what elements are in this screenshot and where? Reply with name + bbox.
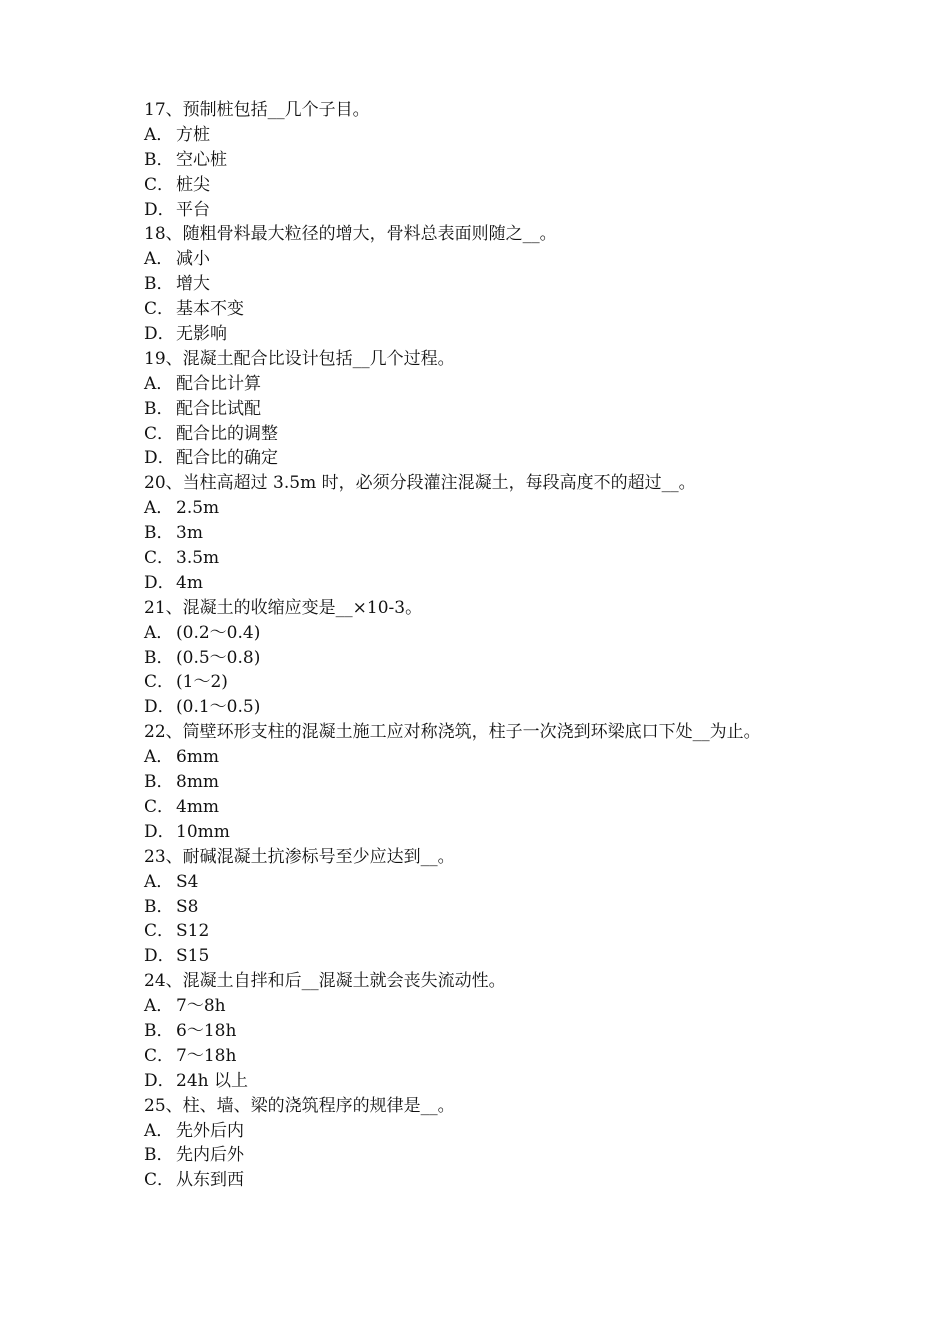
option-text: 4m: [176, 572, 203, 593]
option-letter: C．: [144, 423, 175, 444]
answer-option: [144, 397, 824, 422]
answer-option: [144, 944, 824, 969]
option-text: 24h 以上: [176, 1070, 248, 1091]
answer-option: [144, 521, 824, 546]
option-text: 6mm: [176, 747, 220, 768]
answer-option: [144, 895, 824, 920]
option-letter: A．: [144, 747, 174, 768]
answer-option: [144, 272, 824, 297]
question-stem: 20、当柱高超过 3.5m 时，必须分段灌注混凝土，每段高度不的超过__。: [144, 473, 696, 494]
option-text: S15: [176, 946, 210, 967]
option-text: (0.2～0.4): [176, 622, 261, 643]
question-block: [144, 969, 824, 1093]
answer-option: [144, 919, 824, 944]
option-letter: B．: [144, 1145, 174, 1166]
answer-option: [144, 123, 824, 148]
option-letter: C．: [144, 299, 175, 320]
option-text: 从东到西: [176, 1170, 244, 1191]
option-text: 配合比计算: [176, 373, 261, 394]
option-letter: C．: [144, 921, 175, 942]
option-text: 配合比试配: [176, 398, 261, 419]
option-letter: D．: [144, 448, 175, 469]
option-text: 3m: [176, 523, 203, 544]
option-text: 4mm: [176, 796, 220, 817]
question-stem: 18、随粗骨料最大粒径的增大，骨料总表面则随之__。: [144, 224, 557, 245]
option-letter: A．: [144, 373, 174, 394]
answer-option: [144, 1143, 824, 1168]
option-letter: D．: [144, 324, 175, 345]
option-text: 3.5m: [176, 548, 220, 569]
option-text: S12: [176, 921, 210, 942]
answer-option: [144, 247, 824, 272]
answer-option: [144, 870, 824, 895]
answer-option: [144, 496, 824, 521]
answer-option: [144, 546, 824, 571]
answer-option: [144, 1044, 824, 1069]
option-text: 7～18h: [176, 1045, 237, 1066]
question-stem: 17、预制桩包括__几个子目。: [144, 100, 370, 120]
option-text: 空心桩: [176, 149, 227, 170]
question-stem: 25、柱、墙、梁的浇筑程序的规律是__。: [144, 1095, 455, 1116]
question-stem: 23、耐碱混凝土抗渗标号至少应达到__。: [144, 846, 455, 867]
option-text: (0.1～0.5): [176, 697, 261, 718]
option-letter: B．: [144, 1020, 174, 1041]
option-letter: B．: [144, 523, 174, 544]
answer-option: [144, 173, 824, 198]
option-letter: B．: [144, 149, 174, 170]
option-letter: D．: [144, 946, 175, 967]
option-letter: B．: [144, 647, 174, 668]
answer-option: [144, 621, 824, 646]
answer-option: [144, 1119, 824, 1144]
option-letter: A．: [144, 622, 174, 643]
option-letter: A．: [144, 871, 174, 892]
answer-option: [144, 795, 824, 820]
question-block: [144, 845, 824, 969]
option-letter: B．: [144, 274, 174, 295]
answer-option: [144, 198, 824, 223]
option-letter: D．: [144, 199, 175, 220]
option-text: 7～8h: [176, 996, 226, 1017]
option-letter: D．: [144, 821, 175, 842]
answer-option: [144, 670, 824, 695]
option-letter: B．: [144, 398, 174, 419]
option-text: S4: [176, 871, 199, 892]
option-text: 配合比的确定: [176, 448, 278, 469]
option-text: 方桩: [176, 124, 210, 145]
answer-option: [144, 297, 824, 322]
answer-option: [144, 322, 824, 347]
option-letter: C．: [144, 672, 175, 693]
option-letter: A．: [144, 1120, 174, 1141]
question-block: [144, 98, 824, 222]
question-block: [144, 471, 824, 595]
question-block: [144, 596, 824, 720]
option-letter: D．: [144, 697, 175, 718]
answer-option: [144, 1019, 824, 1044]
option-text: 增大: [176, 274, 210, 295]
option-text: 2.5m: [176, 498, 220, 519]
option-letter: B．: [144, 772, 174, 793]
option-letter: A．: [144, 124, 174, 145]
answer-option: [144, 745, 824, 770]
option-letter: D．: [144, 572, 175, 593]
option-letter: C．: [144, 548, 175, 569]
answer-option: [144, 148, 824, 173]
answer-option: [144, 770, 824, 795]
option-text: 基本不变: [176, 299, 244, 320]
option-letter: C．: [144, 1170, 175, 1191]
question-stem: 21、混凝土的收缩应变是__×10-3。: [144, 597, 423, 618]
option-text: 10mm: [176, 821, 230, 842]
answer-option: [144, 372, 824, 397]
option-letter: C．: [144, 174, 175, 195]
option-letter: C．: [144, 1045, 175, 1066]
question-list: [144, 98, 824, 1193]
option-text: 6～18h: [176, 1020, 237, 1041]
option-text: 平台: [176, 199, 210, 220]
option-text: 先外后内: [176, 1120, 244, 1141]
option-text: 配合比的调整: [176, 423, 278, 444]
option-text: S8: [176, 896, 199, 917]
option-text: 桩尖: [176, 174, 210, 195]
option-letter: A．: [144, 249, 174, 270]
option-letter: C．: [144, 796, 175, 817]
answer-option: [144, 820, 824, 845]
option-text: 减小: [176, 249, 210, 270]
answer-option: [144, 446, 824, 471]
option-letter: A．: [144, 498, 174, 519]
option-text: 8mm: [176, 772, 220, 793]
question-block: [144, 222, 824, 346]
option-text: (0.5～0.8): [176, 647, 261, 668]
option-letter: D．: [144, 1070, 175, 1091]
option-letter: B．: [144, 896, 174, 917]
question-stem: 24、混凝土自拌和后__混凝土就会丧失流动性。: [144, 971, 506, 992]
question-block: [144, 1094, 824, 1194]
answer-option: [144, 994, 824, 1019]
option-text: 无影响: [176, 324, 227, 345]
question-stem: 22、筒壁环形支柱的混凝土施工应对称浇筑，柱子一次浇到环梁底口下处__为止。: [144, 722, 761, 743]
option-letter: A．: [144, 996, 174, 1017]
option-text: 先内后外: [176, 1145, 244, 1166]
question-stem: 19、混凝土配合比设计包括__几个过程。: [144, 348, 455, 369]
answer-option: [144, 1168, 824, 1193]
answer-option: [144, 571, 824, 596]
answer-option: [144, 1069, 824, 1094]
answer-option: [144, 695, 824, 720]
question-block: [144, 347, 824, 471]
question-block: [144, 720, 824, 844]
answer-option: [144, 646, 824, 671]
option-text: (1～2): [176, 672, 228, 693]
answer-option: [144, 422, 824, 447]
